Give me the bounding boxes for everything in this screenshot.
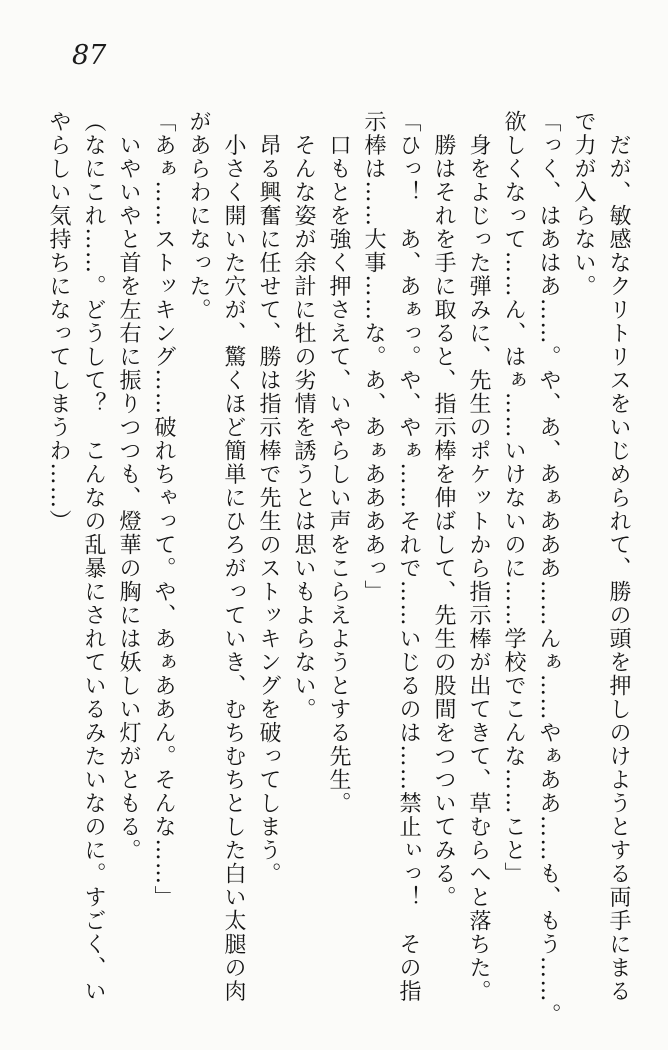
text-column-14: 「あぁ……ストッキング……破れちゃって。や、あぁああん。そんな……」: [151, 110, 176, 909]
text-column-6: 勝はそれを手に取ると、指示棒を伸ばして、先生の股間をつついてみる。: [431, 110, 456, 909]
text-column-13: があらわになった。: [186, 110, 211, 322]
vertical-text-block: [41, 110, 636, 1032]
text-column-12: 小さく開いた穴が、驚くほど簡単にひろがっていき、むちむちとした白い太腿の肉: [221, 110, 246, 1003]
text-column-17: やらしい気持ちになってしまうわ……）: [46, 110, 71, 533]
page-number: 87: [72, 40, 107, 71]
text-column-16: （なにこれ……。どうして？ こんなの乱暴にされているみたいなのに。すごく、い: [81, 110, 106, 1003]
text-column-4: 欲しくなって……ん、はぁ……いけないのに……学校でこんな……こと」: [501, 110, 526, 886]
text-column-2: で力が入らない。: [571, 110, 596, 298]
text-column-10: そんな姿が余計に牡の劣情を誘うとは思いもよらない。: [291, 110, 316, 721]
text-column-3: 「っく、はあはあ……。や、あ、あぁあああ……んぁ……やぁああ……も、もう……。: [536, 110, 561, 1027]
text-column-7: 「ひっ！ あ、あぁっ。や、やぁ……それで……いじるのは……禁止ぃっ！ その指: [396, 110, 421, 1003]
text-column-8: 示棒は……大事……な。あ、あぁああああっ」: [361, 110, 386, 604]
text-column-15: いやいやと首を左右に振りつつも、燈華の胸には妖しい灯がともる。: [116, 110, 141, 862]
text-column-1: だが、敏感なクリトリスをいじめられて、勝の頭を押しのけようとする両手にまる: [606, 110, 631, 1003]
text-column-9: 口もとを強く押さえて、いやらしい声をこらえようとする先生。: [326, 110, 351, 815]
text-column-5: 身をよじった弾みに、先生のポケットから指示棒が出てきて、草むらへと落ちた。: [466, 110, 491, 1003]
text-column-11: 昂る興奮に任せて、勝は指示棒で先生のストッキングを破ってしまう。: [256, 110, 281, 886]
